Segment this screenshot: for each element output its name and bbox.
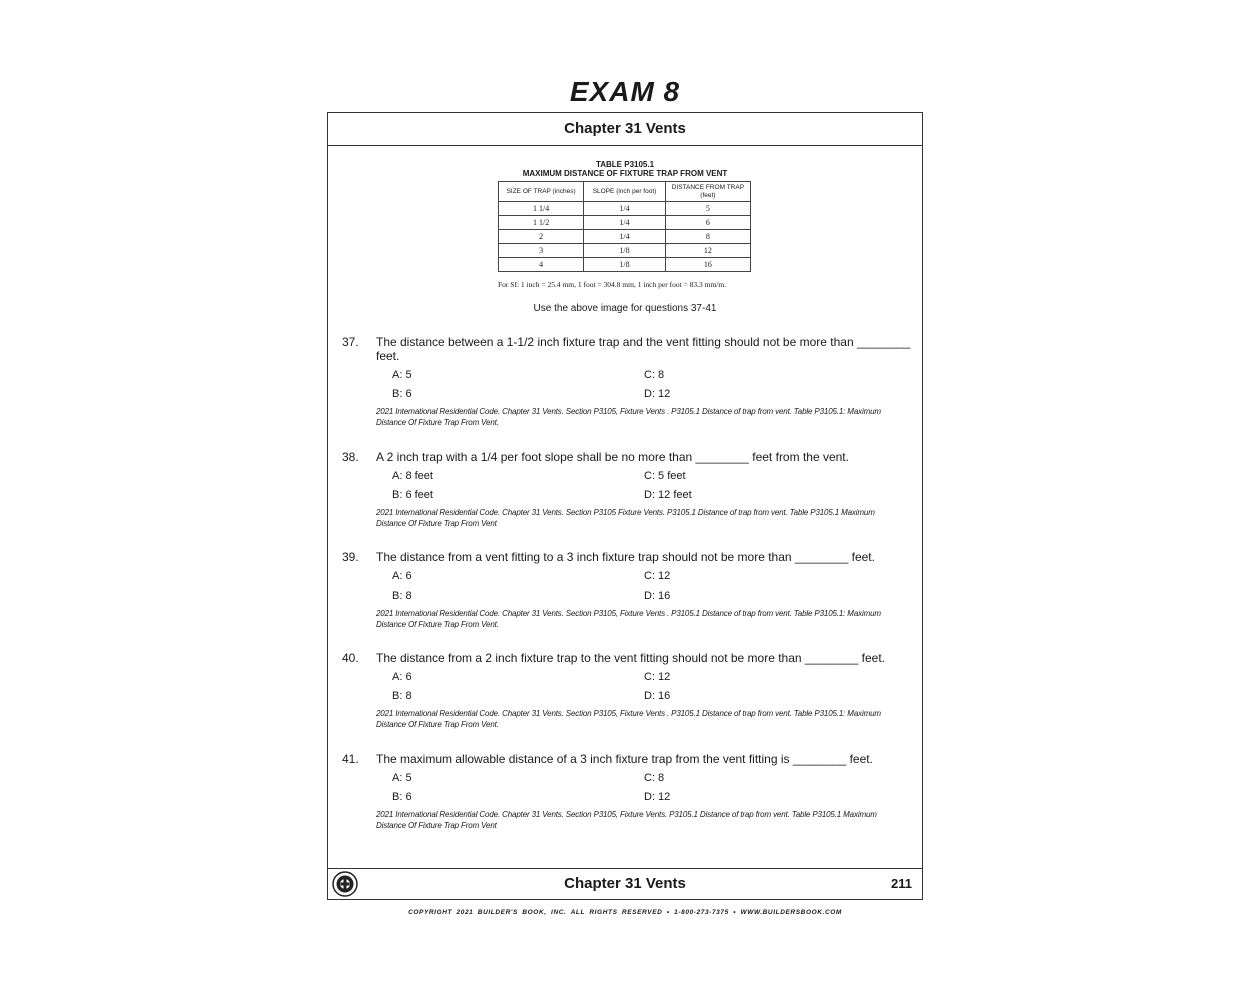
table-cell: 5 [665, 202, 750, 216]
answer-option-c: C: 12 [644, 671, 671, 683]
table-cell: 4 [499, 258, 584, 272]
code-reference: 2021 International Residential Code. Chapter 31 Vents. Section P3105, Fixture Vents. P3105.1 Distance of trap from vent. Table P3105.1 Maximum Distance Of Fixture Trap From Vent [376, 810, 877, 830]
code-reference: 2021 International Residential Code. Chapter 31 Vents. Section P3105, Fixture Vents . P3105.1 Distance of trap from vent. Table P3105.1: Maximum Distance Of Fixture Trap From Vent. [376, 609, 881, 629]
answer-option-b: B: 8 [392, 690, 412, 702]
answer-option-b: B: 6 [392, 388, 412, 400]
question-text: The distance from a 2 inch fixture trap to the vent fitting should not be more than ________ feet. [376, 651, 885, 665]
si-conversion-note: For SI: 1 inch = 25.4 mm, 1 foot = 304.8 mm, 1 inch per foot = 83.3 mm/m. [498, 280, 727, 289]
question-number: 38. [342, 450, 359, 464]
table-header-cell: SLOPE (inch per foot) [584, 182, 666, 202]
answer-option-a: A: 6 [392, 570, 412, 582]
table-row [499, 216, 751, 230]
table-cell: 1 1/2 [499, 216, 584, 230]
answer-option-a: A: 8 feet [392, 470, 433, 482]
code-reference: 2021 International Residential Code. Chapter 31 Vents. Section P3105, Fixture Vents . P3105.1 Distance of trap from vent. Table P3105.1: Maximum Distance Of Fixture Trap From Vent. [376, 709, 881, 729]
answer-option-b: B: 6 feet [392, 489, 433, 501]
table-row [499, 230, 751, 244]
question-number: 40. [342, 651, 359, 665]
answer-option-d: D: 12 feet [644, 489, 692, 501]
table-cell: 1/8 [584, 258, 666, 272]
answer-option-d: D: 16 [644, 590, 671, 602]
question-number: 37. [342, 335, 359, 349]
copyright-notice: COPYRIGHT 2021 BUILDER'S BOOK, INC. ALL RIGHTS RESERVED • 1-800-273-7375 • WWW.BUILDERSBOOK.COM [408, 909, 842, 916]
answer-option-c: C: 8 [644, 772, 665, 784]
table-cell: 1/4 [584, 216, 666, 230]
answer-option-b: B: 6 [392, 791, 412, 803]
question-number: 41. [342, 752, 359, 766]
answer-option-d: D: 16 [644, 690, 671, 702]
question-text: The distance from a vent fitting to a 3 inch fixture trap should not be more than ________ feet. [376, 550, 875, 564]
table-cell: 1 1/4 [499, 202, 584, 216]
question-text: The distance between a 1-1/2 inch fixture trap and the vent fitting should not be more than ________ feet. [376, 335, 911, 363]
table-cell: 6 [665, 216, 750, 230]
table-cell: 12 [665, 244, 750, 258]
table-title: TABLE P3105.1 [595, 160, 655, 169]
answer-option-c: C: 5 feet [644, 470, 686, 482]
answer-option-c: C: 8 [644, 369, 665, 381]
builders-book-seal-icon [332, 871, 358, 897]
footer-chapter: Chapter 31 Vents [564, 875, 686, 892]
question-text: The maximum allowable distance of a 3 inch fixture trap from the vent fitting is ________ feet. [376, 752, 873, 766]
table-row [499, 258, 751, 272]
instruction-note: Use the above image for questions 37-41 [533, 303, 717, 314]
table-cell: 3 [499, 244, 584, 258]
question-text: A 2 inch trap with a 1/4 per foot slope shall be no more than ________ feet from the vent. [376, 450, 849, 464]
question-number: 39. [342, 550, 359, 564]
trap-distance-table [498, 181, 751, 272]
table-cell: 8 [665, 230, 750, 244]
table-header-cell: DISTANCE FROM TRAP (feet) [665, 182, 750, 202]
answer-option-a: A: 5 [392, 772, 412, 784]
answer-option-a: A: 5 [392, 369, 412, 381]
exam-title: EXAM 8 [569, 76, 681, 107]
code-reference: 2021 International Residential Code. Chapter 31 Vents. Section P3105 Fixture Vents. P3105.1 Distance of trap from vent. Table P3105.1 Maximum Distance Of Fixture Trap From Vent [376, 508, 875, 528]
answer-option-d: D: 12 [644, 791, 671, 803]
answer-option-d: D: 12 [644, 388, 671, 400]
chapter-footer [328, 868, 922, 899]
page-number: 211 [891, 876, 912, 891]
chapter-header: Chapter 31 Vents [328, 113, 922, 146]
table-cell: 1/4 [584, 202, 666, 216]
answer-option-a: A: 6 [392, 671, 412, 683]
answer-option-c: C: 12 [644, 570, 671, 582]
table-cell: 1/8 [584, 244, 666, 258]
table-cell: 1/4 [584, 230, 666, 244]
table-row [499, 244, 751, 258]
table-cell: 2 [499, 230, 584, 244]
code-reference: 2021 International Residential Code. Chapter 31 Vents. Section P3105, Fixture Vents . P3105.1 Distance of trap from vent. Table P3105.1: Maximum Distance Of Fixture Trap From Vent. [376, 407, 881, 427]
table-cell: 16 [665, 258, 750, 272]
table-subtitle: MAXIMUM DISTANCE OF FIXTURE TRAP FROM VENT [522, 169, 728, 178]
answer-option-b: B: 8 [392, 590, 412, 602]
table-header-cell: SIZE OF TRAP (inches) [499, 182, 584, 202]
table-row [499, 202, 751, 216]
